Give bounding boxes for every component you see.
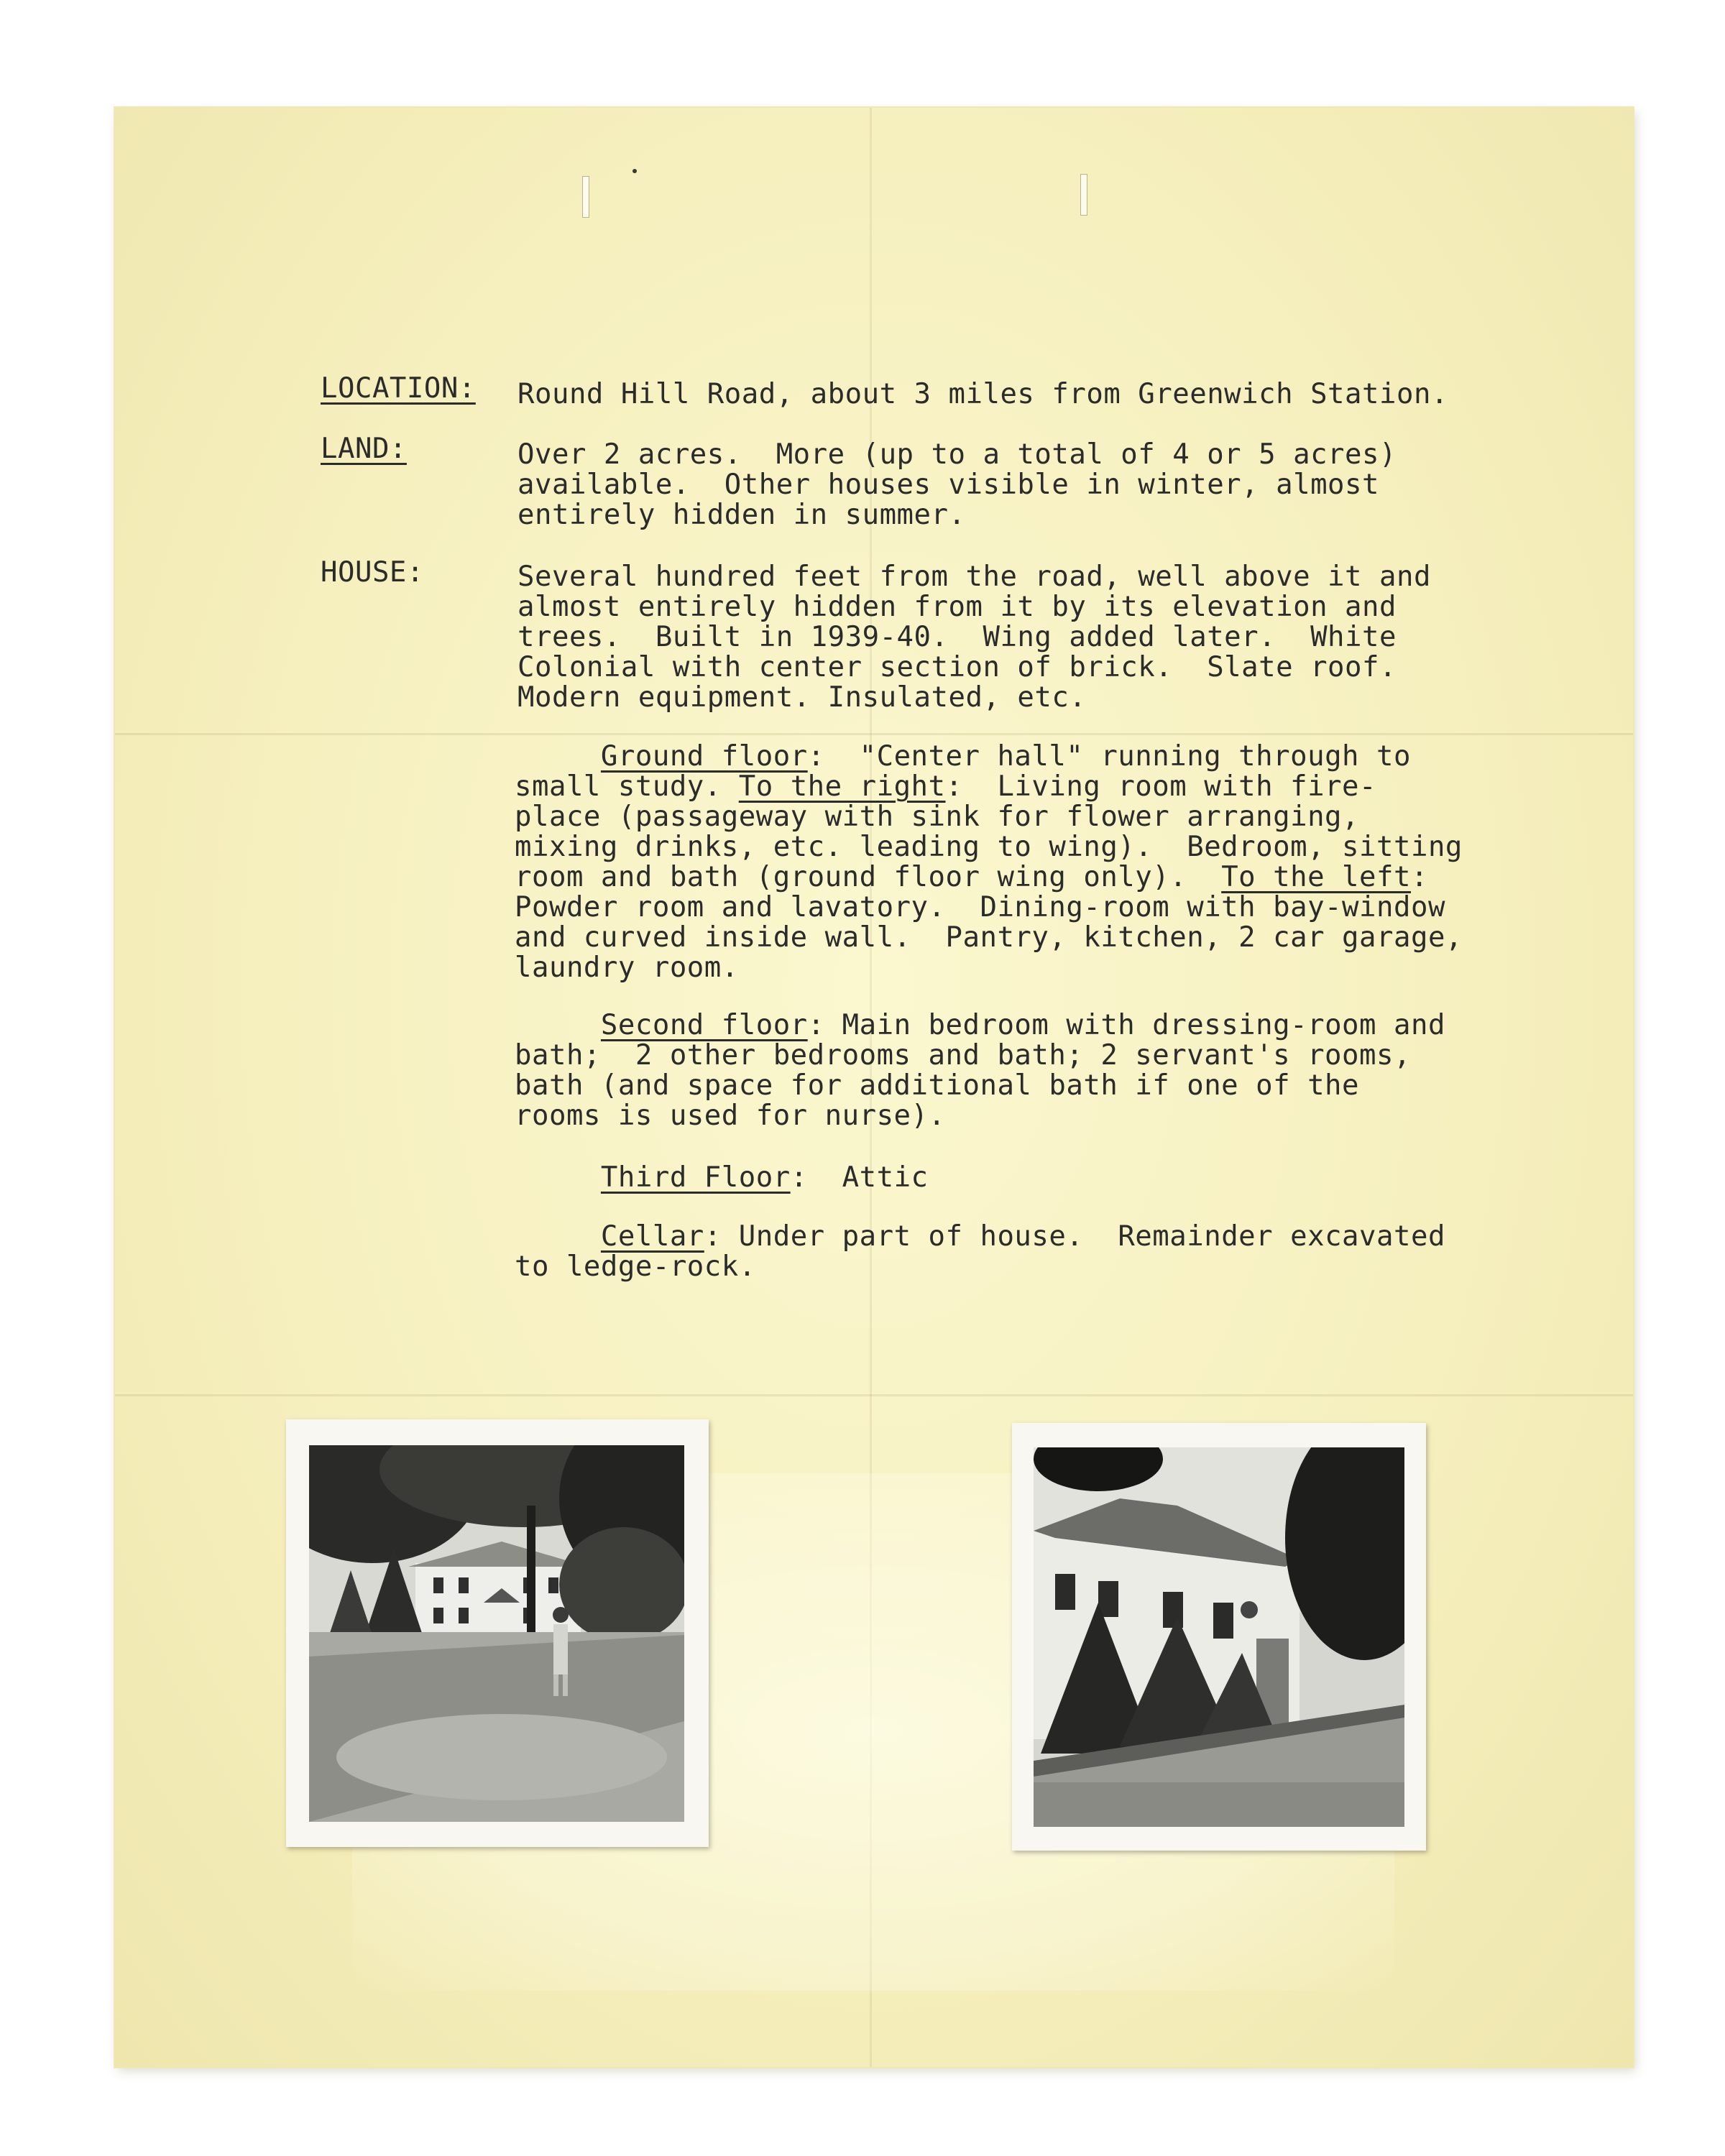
location-label: LOCATION: xyxy=(321,372,476,405)
cellar-paragraph xyxy=(515,1222,1521,1282)
fold-line xyxy=(115,1394,1633,1396)
to-the-right-heading: To the right xyxy=(738,770,946,803)
ground-floor-text: : "Center hall" running through to small study. xyxy=(515,740,1411,803)
fold-line xyxy=(115,733,1633,735)
house-text: Several hundred feet from the road, well above it and almost entirely hidden from it by its elevation and trees. Built in 1939-40. Wing added later. White Colonial with center section of brick. Slate roof. Modern equipment. Insulated, etc. xyxy=(518,561,1431,714)
second-floor-paragraph xyxy=(515,1010,1521,1131)
third-floor-paragraph xyxy=(515,1163,1521,1193)
second-floor-heading: Second floor xyxy=(600,1009,808,1041)
binder-slot xyxy=(1080,174,1087,216)
third-floor-heading: Third Floor xyxy=(600,1161,791,1194)
ink-speck xyxy=(632,169,637,173)
land-label: LAND: xyxy=(321,433,407,465)
ground-floor-right-text: : Living room with fire- place (passageway with sink for flower arranging, mixing drinks, etc. leading to wing). Bedroom, sitting room and bath (ground floor wing only). xyxy=(515,770,1463,893)
second-floor-text: : Main bedroom with dressing-room and bath; 2 other bedrooms and bath; 2 servant's rooms, bath (and space for additional bath if one of the rooms is used for nurse). xyxy=(515,1009,1445,1132)
ground-floor-left-text: : Powder room and lavatory. Dining-room with bay-window and curved inside wall. Pantry, kitchen, 2 car garage, laundry room. xyxy=(515,861,1463,984)
house-label: HOUSE: xyxy=(321,556,424,589)
ground-floor-paragraph xyxy=(515,742,1521,983)
land-text: Over 2 acres. More (up to a total of 4 or 5 acres) available. Other houses visible in winter, almost entirely hidden in summer. xyxy=(518,438,1397,531)
to-the-left-heading: To the left xyxy=(1221,861,1411,893)
binder-slot xyxy=(582,176,589,218)
cellar-text: : Under part of house. Remainder excavated to ledge-rock. xyxy=(515,1220,1445,1283)
third-floor-text: : Attic xyxy=(790,1161,929,1194)
photo-house-side-view xyxy=(1012,1423,1426,1851)
cellar-heading: Cellar xyxy=(600,1220,704,1253)
photo-house-front-driveway xyxy=(286,1419,709,1847)
location-text: Round Hill Road, about 3 miles from Greenwich Station. xyxy=(518,378,1448,410)
ground-floor-heading: Ground floor xyxy=(600,740,808,773)
